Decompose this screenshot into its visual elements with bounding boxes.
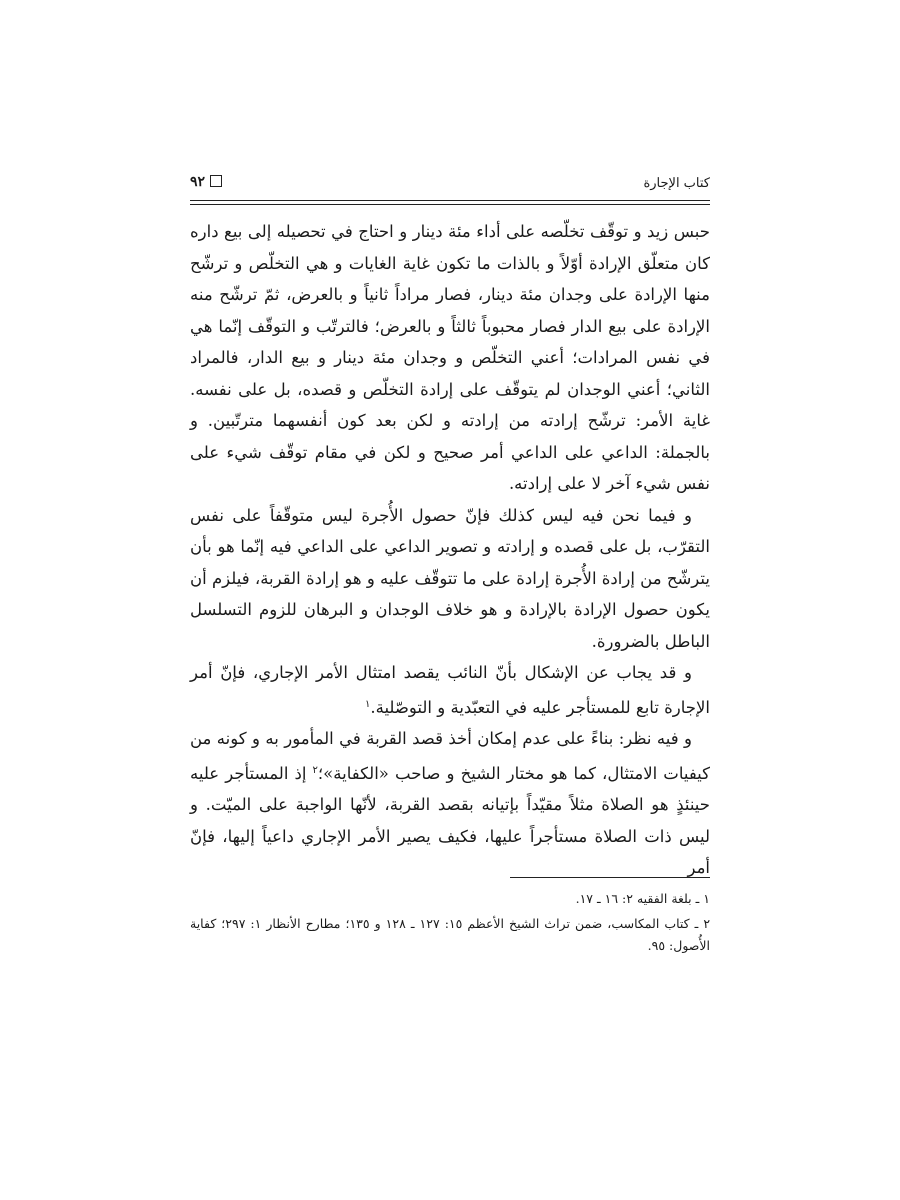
main-text — [190, 216, 710, 884]
square-icon — [210, 175, 222, 187]
running-header — [190, 172, 710, 196]
running-title: كتاب الإجارة — [643, 176, 710, 191]
footnote-ref-1: ١ — [364, 698, 371, 710]
paragraph-3 — [190, 657, 710, 723]
book-page — [190, 172, 710, 1072]
footnote-ref-2: ٢ — [312, 764, 318, 776]
footnote-2: ٢ ـ كتاب المكاسب، ضمن تراث الشيخ الأعظم ١٥: ١٢٧ ـ ١٢٨ و ١٣٥؛ مطارح الأنظار ١: ٢٩٧؛ كفاية الأُصول: ٩٥. — [190, 916, 711, 953]
footnote-separator — [510, 877, 710, 878]
paragraph-3-text: و قد يجاب عن الإشكال بأنّ النائب يقصد امتثال الأمر الإجاري، فإنّ أمر الإجارة تابع للمستأجر عليه في التعبّدية و التوصّلية. — [190, 663, 710, 717]
paragraph-4-text-a: و فيه نظر: بناءً على عدم إمكان أخذ قصد القربة في المأمور به و كونه من كيفيات الامتثال، كما هو مختار الشيخ و صاحب «الكفاية»؛ — [190, 729, 711, 783]
page-number: ٩٢ — [190, 174, 206, 190]
footnotes — [190, 888, 710, 960]
page-number-block — [190, 174, 226, 190]
paragraph-2: و فيما نحن فيه ليس كذلك فإنّ حصول الأُجرة ليس متوقّفاً على نفس التقرّب، بل على قصده و إرادته و تصوير الداعي على الداعي فيه إنّما هو بأن يترشّح من إرادة الأُجرة إرادة على ما تتوقّف عليه و هو إرادة القربة، فيلزم أن يكون حصول الإرادة بالإرادة و هو خلاف الوجدان و البرهان للزوم التسلسل الباطل بالضرورة. — [190, 505, 710, 651]
paragraph-1: حبس زيد و توقّف تخلّصه على أداء مئة دينار و احتاج في تحصيله إلى بيع داره كان متعلّق الإرادة أوّلاً و بالذات ما تكون غاية الغايات و هي التخلّص و ترشّح منها الإرادة على وجدان مئة دينار، فصار مراداً ثانياً و بالعرض، ثمّ ترشّح منه الإرادة على بيع الدار فصار محبوباً ثالثاً و بالعرض؛ فالترتّب و التوقّف إنّما هي في نفس المرادات؛ أعني التخلّص و وجدان مئة دينار و بيع الدار، فالمراد الثاني؛ أعني الوجدان لم يتوقّف على إرادة التخلّص و قصده، بل على نفسه. غاية الأمر: ترشّح إرادته من إرادته و لكن بعد كون أنفسهما مترتّبين. و بالجملة: الداعي على الداعي أمر صحيح و لكن في مقام توقّف شيء على نفس شيء آخر لا على إرادته. — [190, 222, 710, 493]
paragraph-4-text-b: إذ المستأجر عليه حينئذٍ هو الصلاة مثلاً مقيّداً بإتيانه بقصد القربة، لأنّها الواجبة على الميّت. و ليس ذات الصلاة مستأجراً عليها، فكيف يصير الأمر الإجاري داعياً إليها، فإنّ أمر — [190, 763, 710, 877]
header-rule-thin — [190, 204, 710, 205]
header-rule-thick — [190, 200, 710, 201]
footnote-1: ١ ـ بلغة الفقيه ٢: ١٦ ـ ١٧. — [575, 891, 710, 906]
paragraph-4 — [190, 723, 710, 884]
